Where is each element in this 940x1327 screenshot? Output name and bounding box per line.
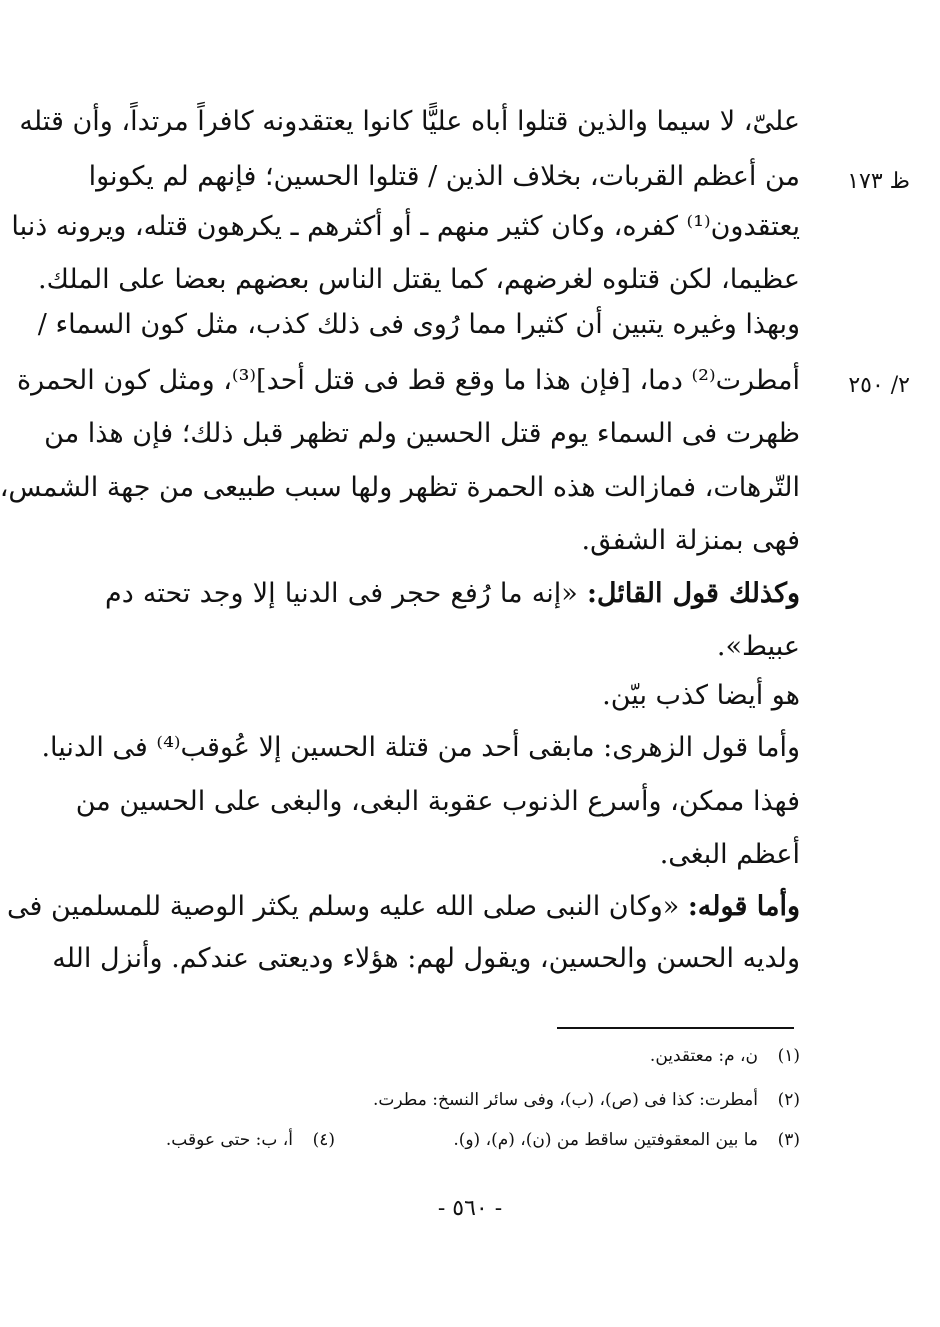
text-line: عظيما، لكن قتلوه لغرضهم، كما يقتل الناس بعضهم بعضا على الملك. [38,264,800,295]
footnote [453,1127,800,1153]
line-rest: «إنه ما رُفع حجر فى الدنيا إلا وجد تحته دم [105,578,587,609]
margin-note-volume-page: ٢/ ٢٥٠ [848,373,910,398]
footnote-number: (١) [777,1046,800,1066]
text-line: وبهذا وغيره يتبين أن كثيرا مما رُوى فى ذلك كذب، مثل كون السماء / [37,309,800,340]
footnote-text: أ، ب: حتى عوقب. [165,1130,293,1150]
footnote-text: ما بين المعقوفتين ساقط من (ن)، (م)، (و). [453,1130,758,1150]
text-line: يعتقدون⁽¹⁾ كفره، وكان كثير منهم ـ أو أكثرهم ـ يكرهون قتله، ويرونه ذنبا [11,211,800,242]
text-line: علىّ، لا سيما والذين قتلوا أباه عليًّا كانوا يعتقدونه كافراً مرتداً، وأن قتله [19,106,800,137]
footnote [166,1127,335,1153]
footnote-number: (٤) [312,1130,335,1150]
text-line: ولديه الحسن والحسين، ويقول لهم: هؤلاء وديعتى عندكم. وأنزل الله [52,943,800,974]
page-number: - ٥٦٠ - [437,1196,503,1221]
footnote-text: أمطرت: كذا فى (ص)، (ب)، وفى سائر النسخ: مطرت. [373,1090,758,1110]
text-line [105,574,800,614]
text-line: فهى بمنزلة الشفق. [581,525,800,556]
text-line: ظهرت فى السماء يوم قتل الحسين ولم تظهر قبل ذلك؛ فإن هذا من [44,418,800,449]
text-line: من أعظم القربات، بخلاف الذين / قتلوا الحسين؛ فإنهم لم يكونوا [88,161,800,192]
text-line: فهذا ممكن، وأسرع الذنوب عقوبة البغى، والبغى على الحسين من [75,786,800,817]
text-line: التّرهات، فمازالت هذه الحمرة تظهر ولها سبب طبيعى من جهة الشمس، [0,472,800,503]
footnote [373,1087,800,1113]
text-line: أعظم البغى. [659,839,800,870]
text-line: هو أيضا كذب بيّن. [602,680,800,711]
footnote-number: (٣) [777,1130,800,1150]
footnote-number: (٢) [777,1090,800,1110]
footnote-divider [557,1027,794,1029]
text-line [7,887,800,927]
footnote-text: ن، م: معتقدين. [649,1046,758,1066]
line-rest: «وكان النبى صلى الله عليه وسلم يكثر الوصية للمسلمين فى [7,891,688,922]
bold-lead: وكذلك قول القائل: [586,578,800,609]
text-line: عبيط». [716,631,800,662]
text-line: أمطرت⁽²⁾ دما، [فإن هذا ما وقع قط فى قتل أحد]⁽³⁾، ومثل كون الحمرة [16,365,800,396]
text-line: وأما قول الزهرى: مابقى أحد من قتلة الحسين إلا عُوقب⁽⁴⁾ فى الدنيا. [41,732,800,763]
bold-lead: وأما قوله: [687,891,800,922]
margin-note-folio: ظ ١٧٣ [847,169,910,194]
footnote [650,1043,800,1069]
